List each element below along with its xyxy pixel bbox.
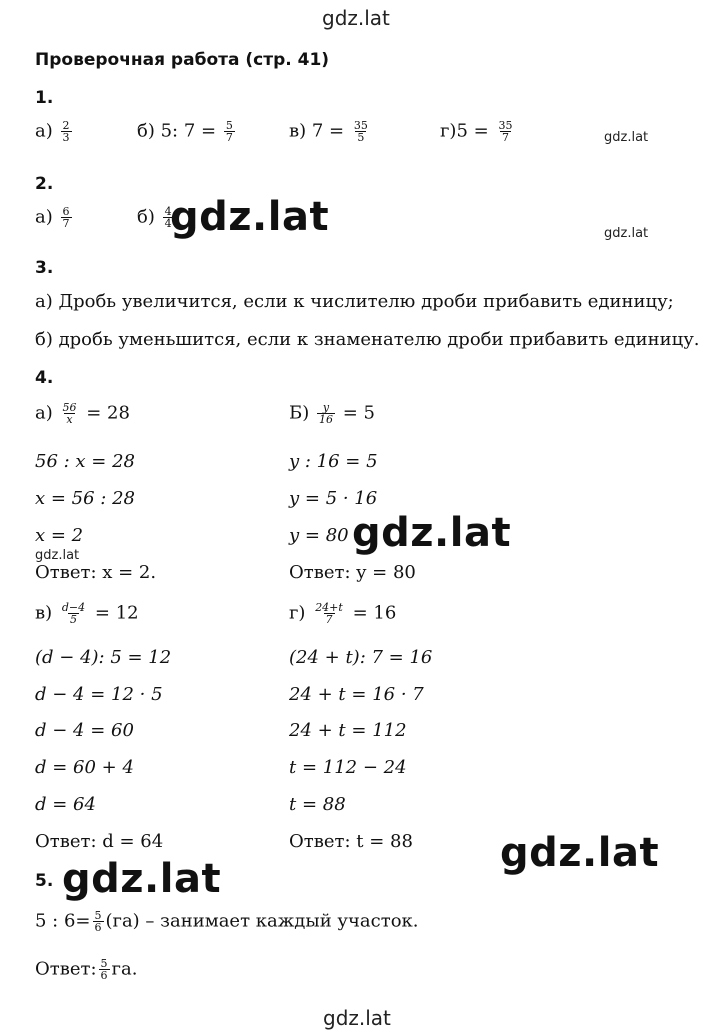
watermark-small: gdz.lat <box>35 548 80 563</box>
watermark-big: gdz.lat <box>352 510 512 556</box>
watermark-bottom: gdz.lat <box>323 1006 391 1030</box>
watermark-big: gdz.lat <box>62 856 222 902</box>
task-5-line1: 5 : 6= $\frac{5}{6}$ (га) – занимает каждый участок. <box>35 909 419 934</box>
task-4-b-line3: y = 80 <box>289 525 349 546</box>
task-2-number: 2. <box>35 174 54 194</box>
task-4-b-header: Б) $\frac{y}{16}$ = 5 <box>289 401 375 426</box>
task-4-b-line1: y : 16 = 5 <box>289 451 378 472</box>
task-4-v-line2: d − 4 = 12 · 5 <box>35 684 163 705</box>
task-5-answer: Ответ: $\frac{5}{6}$ га. <box>35 957 138 982</box>
task-4-number: 4. <box>35 368 54 388</box>
task-4-a-line3: x = 2 <box>35 525 84 546</box>
task-4-v-header: в) $\frac{d-4}{5}$ = 12 <box>35 601 139 626</box>
fraction: $\frac{2}{3}$ <box>62 119 70 144</box>
task-3-line-b: б) дробь уменьшится, если к знаменателю дроби прибавить единицу. <box>35 329 700 350</box>
fraction: $\frac{5}{6}$ <box>100 957 108 982</box>
task-4-a-line2: x = 56 : 28 <box>35 488 135 509</box>
page-title: Проверочная работа (стр. 41) <box>35 50 330 70</box>
fraction: $\frac{35}{5}$ <box>353 119 368 144</box>
fraction: $\frac{35}{7}$ <box>498 119 513 144</box>
watermark-big: gdz.lat <box>500 830 660 876</box>
task-4-a-header: а) $\frac{56}{x}$ = 28 <box>35 401 130 426</box>
task-4-g-line4: t = 112 − 24 <box>289 757 407 778</box>
task-1-b: б) 5: 7 = $\frac{5}{7}$ <box>137 119 233 144</box>
task-4-v-line5: d = 64 <box>35 794 96 815</box>
fraction: $\frac{24+t}{7}$ <box>315 601 343 626</box>
fraction: $\frac{6}{7}$ <box>62 205 70 230</box>
fraction: $\frac{56}{x}$ <box>62 401 77 426</box>
task-2-b: б) $\frac{4}{4}$ <box>137 205 172 230</box>
task-1-number: 1. <box>35 88 54 108</box>
task-4-g-line3: 24 + t = 112 <box>289 720 407 741</box>
task-4-v-line1: (d − 4): 5 = 12 <box>35 647 172 668</box>
task-4-g-header: г) $\frac{24+t}{7}$ = 16 <box>289 601 397 626</box>
task-4-g-answer: Ответ: t = 88 <box>289 831 413 852</box>
task-4-b-answer: Ответ: y = 80 <box>289 562 416 583</box>
task-3-number: 3. <box>35 258 54 278</box>
task-4-b-line2: y = 5 · 16 <box>289 488 378 509</box>
watermark-small: gdz.lat <box>604 226 649 241</box>
watermark-small: gdz.lat <box>604 130 649 145</box>
fraction: $\frac{4}{4}$ <box>164 205 172 230</box>
task-1-g: г)5 = $\frac{35}{7}$ <box>440 119 513 144</box>
task-4-a-answer: Ответ: x = 2. <box>35 562 157 583</box>
task-5-number: 5. <box>35 871 54 891</box>
fraction: $\frac{5}{6}$ <box>94 909 102 934</box>
task-1-v: в) 7 = $\frac{35}{5}$ <box>289 119 368 144</box>
task-4-a-line1: 56 : x = 28 <box>35 451 135 472</box>
watermark-top: gdz.lat <box>322 6 390 30</box>
task-4-g-line5: t = 88 <box>289 794 346 815</box>
fraction: $\frac{y}{16}$ <box>318 401 333 426</box>
watermark-big: gdz.lat <box>170 194 330 240</box>
task-4-g-line2: 24 + t = 16 · 7 <box>289 684 424 705</box>
fraction: $\frac{d-4}{5}$ <box>61 601 86 626</box>
task-2-a: а) $\frac{6}{7}$ <box>35 205 70 230</box>
fraction: $\frac{5}{7}$ <box>225 119 233 144</box>
task-4-g-line1: (24 + t): 7 = 16 <box>289 647 433 668</box>
task-3-line-a: а) Дробь увеличится, если к числителю дроби прибавить единицу; <box>35 291 674 312</box>
task-4-v-line4: d = 60 + 4 <box>35 757 134 778</box>
task-4-v-line3: d − 4 = 60 <box>35 720 134 741</box>
task-1-a: а) $\frac{2}{3}$ <box>35 119 70 144</box>
task-4-v-answer: Ответ: d = 64 <box>35 831 164 852</box>
